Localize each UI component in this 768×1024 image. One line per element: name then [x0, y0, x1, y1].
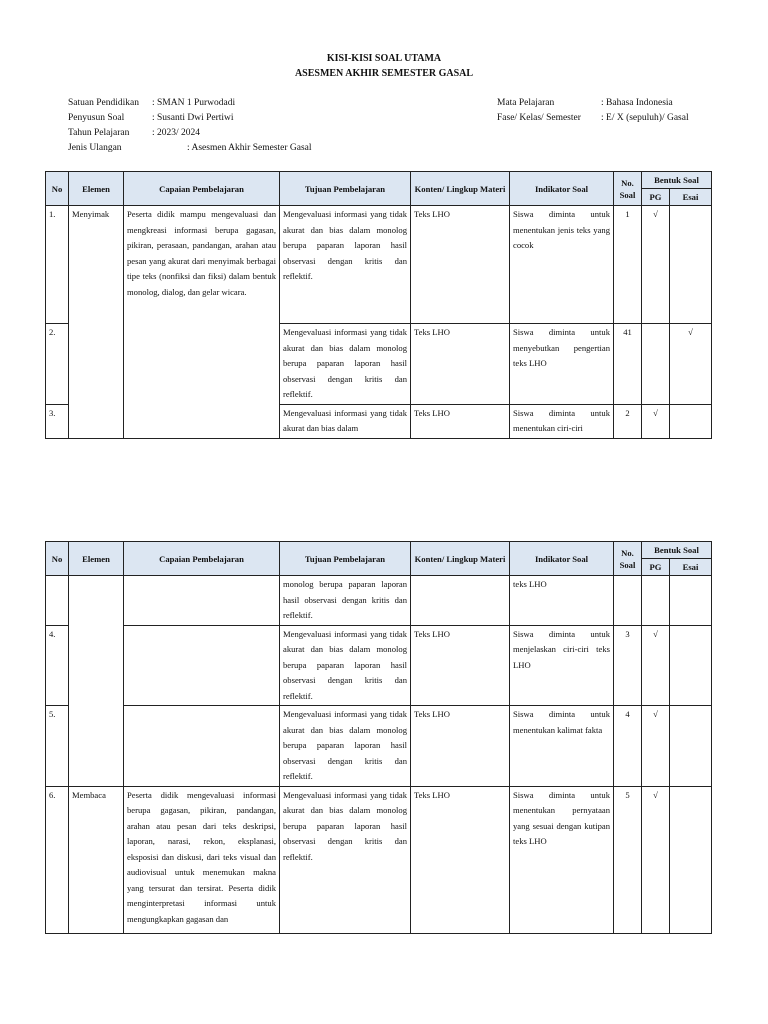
- kisi-table-page-2: [45, 541, 712, 934]
- pg-check: √: [642, 404, 670, 438]
- col-header-no-soal: No. Soal: [614, 172, 642, 206]
- table-header-row: No Elemen Capaian Pembelajaran Tujuan Pembelajaran Konten/ Lingkup Materi Indikator Soal No. Soal Bentuk Soal: [46, 542, 712, 559]
- table-row: monolog berupa paparan laporan hasil observasi dengan kritis dan reflektif. teks LHO: [46, 576, 712, 626]
- elemen-membaca: Membaca: [69, 786, 124, 933]
- table-row: 1. Menyimak Peserta didik mampu mengevaluasi dan mengkreasi informasi berupa gagasan, pikiran, perasaan, pandangan, arahan atau pesan yang akurat dari menyimak berbagai tipe teks (nonfiksi dan fiksi) dalam bentuk monolog, dialog, dan gelar wicara. Mengevaluasi informasi yang tidak akurat dan bias dalam monolog berupa paparan laporan hasil observasi dengan kritis dan reflektif. Teks LHO Siswa diminta untuk menentukan jenis teks yang cocok 1 √: [46, 206, 712, 324]
- pg-check: √: [642, 625, 670, 706]
- meta-row-tahun: Tahun Pelajaran : 2023/ 2024: [68, 128, 201, 138]
- meta-left: [68, 96, 312, 156]
- table-row: 4. Mengevaluasi informasi yang tidak akurat dan bias dalam monolog berupa paparan laporan hasil observasi dengan kritis dan reflektif. Teks LHO Siswa diminta untuk menjelaskan ciri-ciri teks LHO 3 √: [46, 625, 712, 706]
- kisi-table-page-1: [45, 171, 712, 439]
- table-row: 5. Mengevaluasi informasi yang tidak akurat dan bias dalam monolog berupa paparan laporan hasil observasi dengan kritis dan reflektif. Teks LHO Siswa diminta untuk menentukan kalimat fakta 4 √: [46, 706, 712, 787]
- esai-check: √: [670, 324, 712, 405]
- col-header-konten: Konten/ Lingkup Materi: [411, 172, 510, 206]
- meta-row-mapel: Mata Pelajaran : Bahasa Indonesia: [497, 98, 673, 108]
- meta-row-fase: Fase/ Kelas/ Semester : E/ X (sepuluh)/ Gasal: [497, 113, 689, 123]
- col-header-indikator: Indikator Soal: [510, 172, 614, 206]
- col-header-bentuk: Bentuk Soal: [642, 172, 712, 189]
- pg-check: √: [642, 206, 670, 324]
- pg-check: √: [642, 706, 670, 787]
- table-row: 2. Mengevaluasi informasi yang tidak akurat dan bias dalam monolog berupa paparan laporan hasil observasi dengan kritis dan reflektif. Teks LHO Siswa diminta untuk menyebutkan pengertian teks LHO 41 √: [46, 324, 712, 405]
- meta-row-jenis: Jenis Ulangan : Asesmen Akhir Semester Gasal: [68, 143, 312, 153]
- cp-membaca: Peserta didik mengevaluasi informasi berupa gagasan, pikiran, pandangan, arahan atau pesan dari teks deskripsi, laporan, narasi, rekon, eksplanasi, eksposisi dan diskusi, dari teks visual dan audiovisual untuk menemukan makna yang tersurat dan tersirat. Peserta didik menginterpretasi informasi untuk mengungkapkan gagasan dan: [124, 786, 280, 933]
- document-title: KISI-KISI SOAL UTAMA: [326, 53, 442, 64]
- elemen-menyimak: Menyimak: [69, 206, 124, 439]
- table-row: 6. Membaca Peserta didik mengevaluasi informasi berupa gagasan, pikiran, pandangan, arahan atau pesan dari teks deskripsi, laporan, narasi, rekon, eksplanasi, eksposisi dan diskusi, dari teks visual dan audiovisual untuk menemukan makna yang tersurat dan tersirat. Peserta didik menginterpretasi informasi untuk mengungkapkan gagasan dan Mengevaluasi informasi yang tidak akurat dan bias dalam monolog berupa paparan laporan hasil observasi dengan kritis dan reflektif. Teks LHO Siswa diminta untuk menentukan pernyataan yang sesuai dengan kutipan teks LHO 5 √: [46, 786, 712, 933]
- col-header-pg: PG: [642, 189, 670, 206]
- col-header-elemen: Elemen: [69, 172, 124, 206]
- col-header-tujuan: Tujuan Pembelajaran: [280, 172, 411, 206]
- cp-menyimak: Peserta didik mampu mengevaluasi dan mengkreasi informasi berupa gagasan, pikiran, perasaan, pandangan, arahan atau pesan yang akurat dari menyimak berbagai tipe teks (nonfiksi dan fiksi) dalam bentuk monolog, dialog, dan gelar wicara.: [124, 206, 280, 439]
- col-header-esai: Esai: [670, 189, 712, 206]
- pg-check: √: [642, 786, 670, 933]
- meta-right: [497, 96, 689, 126]
- table-header-row: [46, 172, 712, 189]
- col-header-no: No: [46, 172, 69, 206]
- table-subheader-row: PG Esai: [46, 559, 712, 576]
- table-row: 3. Mengevaluasi informasi yang tidak akurat dan bias dalam Teks LHO Siswa diminta untuk menentukan ciri-ciri 2 √: [46, 404, 712, 438]
- document-subtitle: ASESMEN AKHIR SEMESTER GASAL: [294, 68, 474, 79]
- col-header-capaian: Capaian Pembelajaran: [124, 172, 280, 206]
- meta-row-satuan: Satuan Pendidikan : SMAN 1 Purwodadi: [68, 98, 236, 108]
- meta-row-penyusun: Penyusun Soal : Susanti Dwi Pertiwi: [68, 113, 234, 123]
